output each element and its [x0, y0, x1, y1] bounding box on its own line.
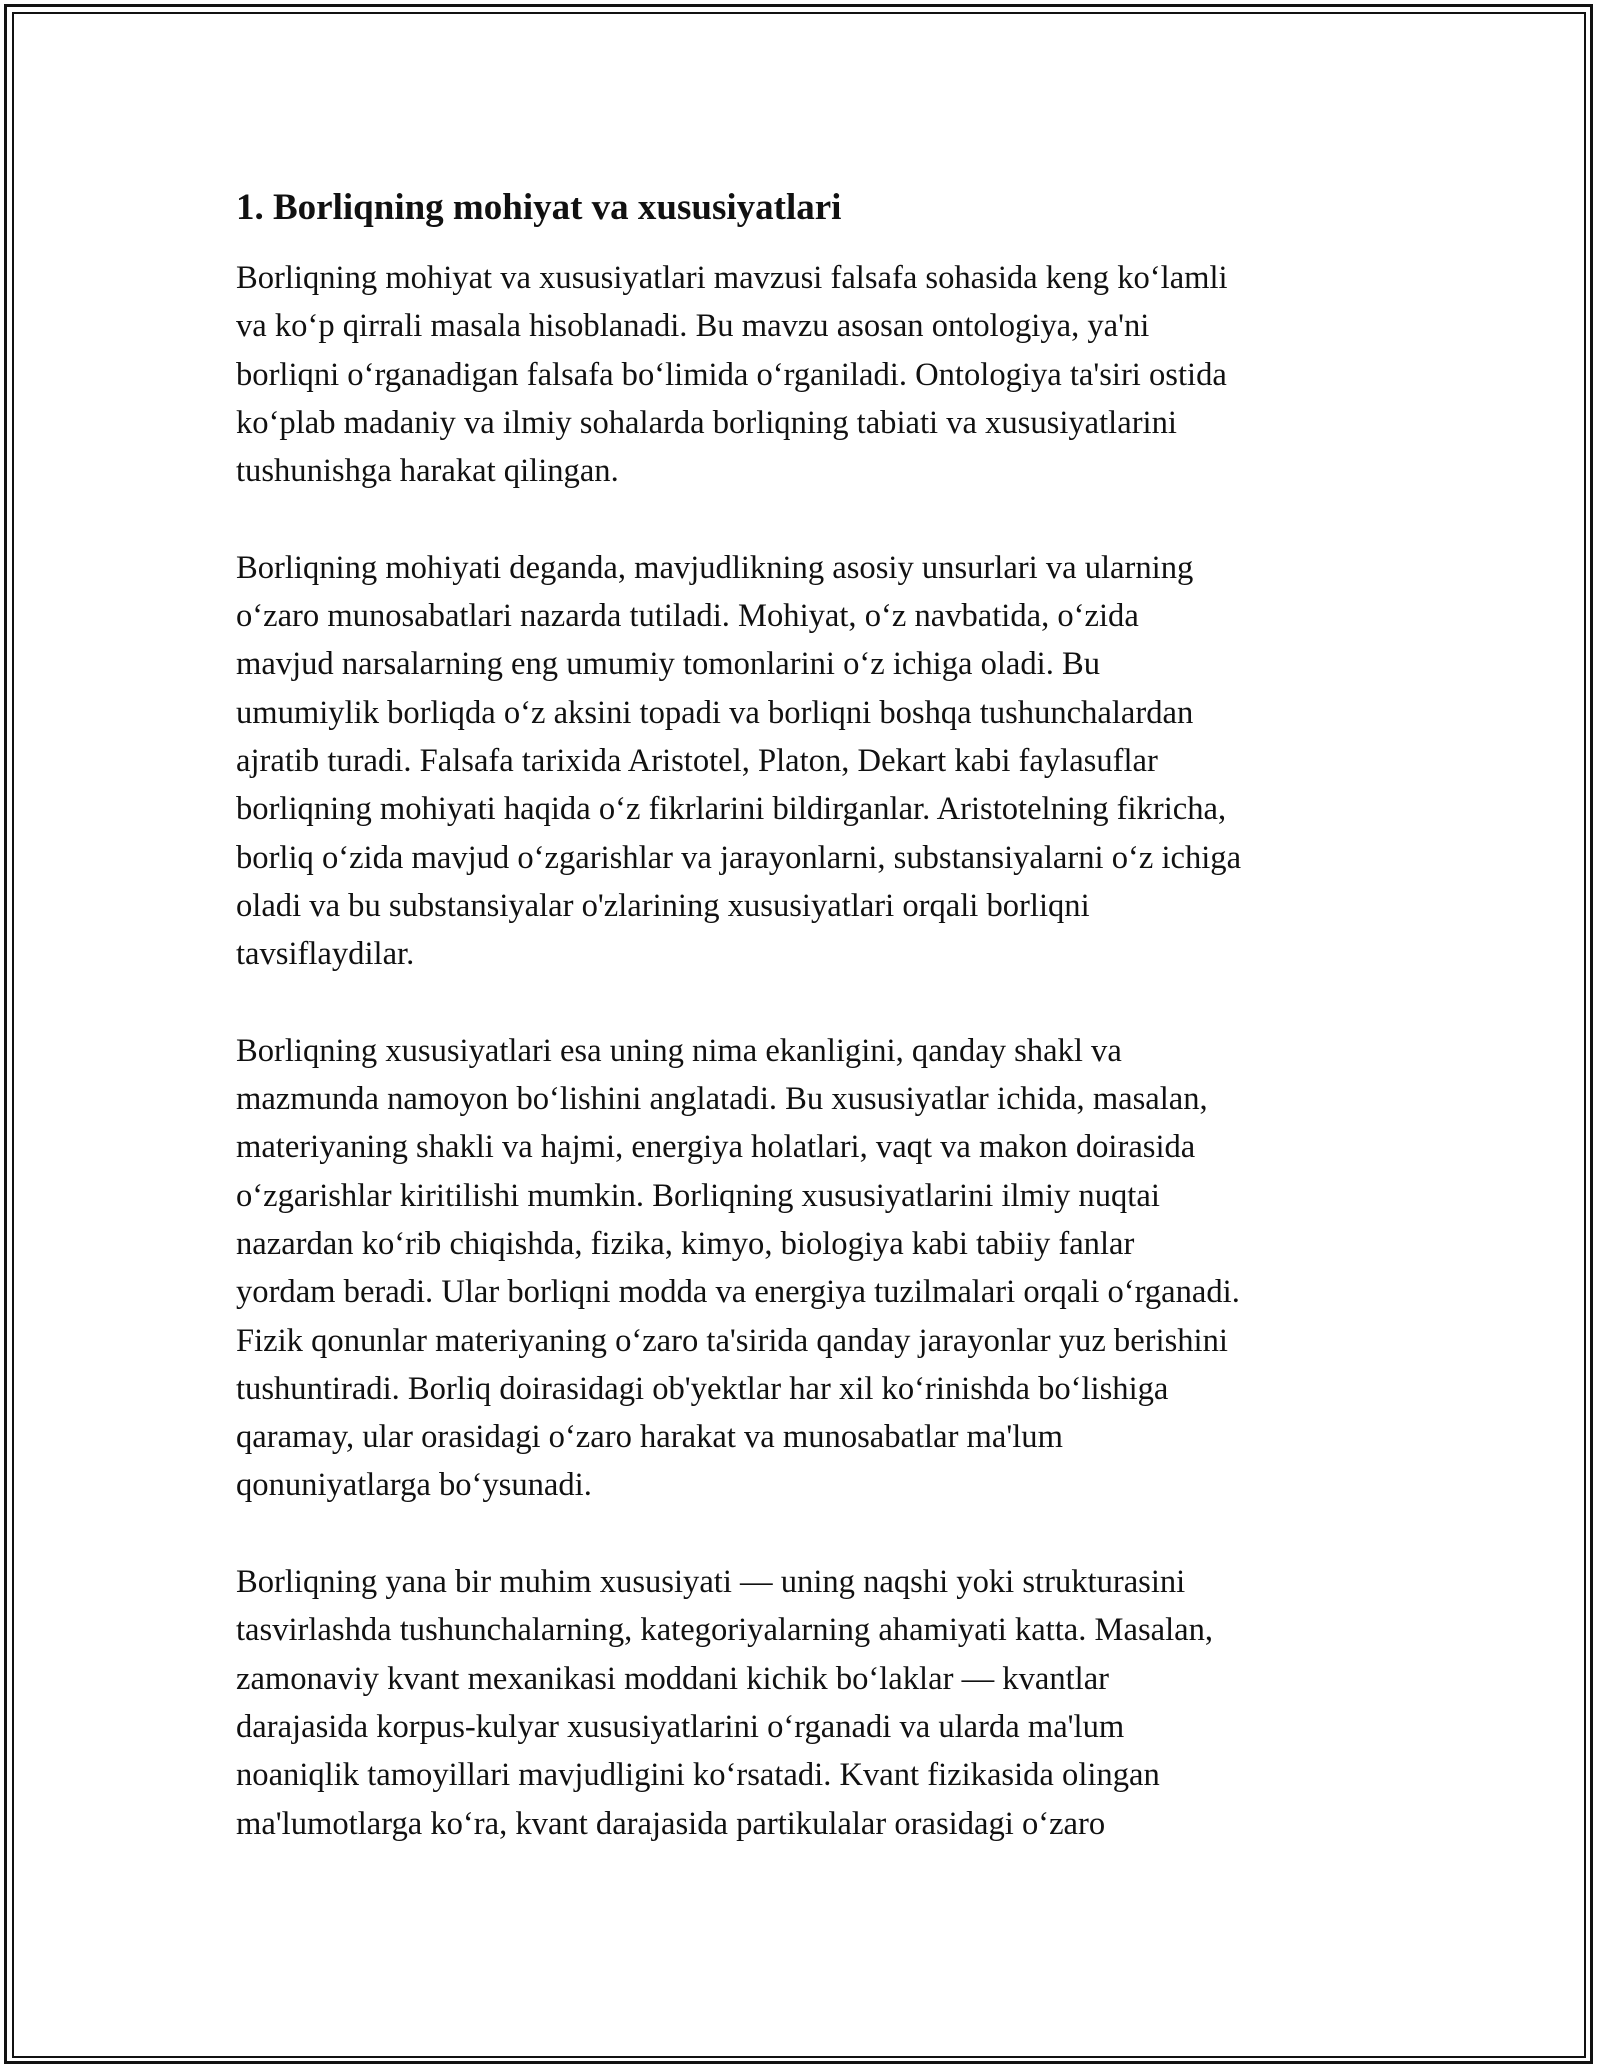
text-line: tushuntiradi. Borliq doirasidagi ob'yektlar har xil ko‘rinishda bo‘lishiga — [236, 1370, 1169, 1407]
paragraph — [236, 544, 1386, 979]
text-line: nazardan ko‘rib chiqishda, fizika, kimyo, biologiya kabi tabiiy fanlar — [236, 1225, 1135, 1262]
text-line: ma'lumotlarga ko‘ra, kvant darajasida partikulalar orasidagi o‘zaro — [236, 1805, 1106, 1842]
text-line: o‘zgarishlar kiritilishi mumkin. Borliqning xususiyatlarini ilmiy nuqtai — [236, 1177, 1160, 1214]
text-line: tushunishga harakat qilingan. — [236, 453, 619, 490]
text-line: Borliqning mohiyat va xususiyatlari mavzusi falsafa sohasida keng ko‘lamli — [236, 260, 1228, 296]
text-line: Borliqning yana bir muhim xususiyati — uning naqshi yoki strukturasini — [236, 1564, 1186, 1601]
text-line: Borliqning xususiyatlari esa uning nima ekanligini, qanday shakl va — [236, 1032, 1122, 1069]
text-line: oladi va bu substansiyalar o'zlarining xususiyatlari orqali borliqni — [236, 887, 1090, 924]
text-line: tasvirlashda tushunchalarning, kategoriyalarning ahamiyati katta. Masalan, — [236, 1612, 1214, 1649]
text-line: qonuniyatlarga bo‘ysunadi. — [236, 1467, 592, 1504]
paragraph-list — [236, 254, 1386, 1848]
section-heading: 1. Borliqning mohiyat va xususiyatlari — [236, 187, 842, 228]
text-line: noaniqlik tamoyillari mavjudligini ko‘rsatadi. Kvant fizikasida olingan — [236, 1757, 1160, 1794]
text-line: ajratib turadi. Falsafa tarixida Aristotel, Platon, Dekart kabi faylasuflar — [236, 742, 1158, 779]
text-line: borliqning mohiyati haqida o‘z fikrlarini bildirganlar. Aristotelning fikricha, — [236, 791, 1227, 828]
paragraph — [236, 254, 1386, 495]
text-line: darajasida korpus-kulyar xususiyatlarini o‘rganadi va ularda ma'lum — [236, 1708, 1125, 1745]
text-line: tavsiflaydilar. — [236, 936, 415, 973]
document-body — [236, 184, 1386, 1896]
text-line: qaramay, ular orasidagi o‘zaro harakat va munosabatlar ma'lum — [236, 1419, 1063, 1456]
text-line: borliqni o‘rganadigan falsafa bo‘limida o‘rganiladi. Ontologiya ta'siri ostida — [236, 356, 1227, 393]
paragraph — [236, 1558, 1386, 1848]
text-line: Borliqning mohiyati deganda, mavjudlikning asosiy unsurlari va ularning — [236, 549, 1194, 586]
text-line: va ko‘p qirrali masala hisoblanadi. Bu mavzu asosan ontologiya, ya'ni — [236, 308, 1150, 345]
text-line: mazmunda namoyon bo‘lishini anglatadi. Bu xususiyatlar ichida, masalan, — [236, 1081, 1208, 1118]
text-line: Fizik qonunlar materiyaning o‘zaro ta'sirida qanday jarayonlar yuz berishini — [236, 1322, 1228, 1359]
text-line: umumiylik borliqda o‘z aksini topadi va borliqni boshqa tushunchalardan — [236, 694, 1194, 731]
text-line: materiyaning shakli va hajmi, energiya holatlari, vaqt va makon doirasida — [236, 1129, 1196, 1166]
text-line: borliq o‘zida mavjud o‘zgarishlar va jarayonlarni, substansiyalarni o‘z ichiga — [236, 839, 1242, 876]
text-line: ko‘plab madaniy va ilmiy sohalarda borliqning tabiati va xususiyatlarini — [236, 404, 1177, 441]
paragraph — [236, 1027, 1386, 1510]
text-line: o‘zaro munosabatlari nazarda tutiladi. Mohiyat, o‘z navbatida, o‘zida — [236, 598, 1139, 635]
text-line: yordam beradi. Ular borliqni modda va energiya tuzilmalari orqali o‘rganadi. — [236, 1274, 1240, 1311]
text-line: zamonaviy kvant mexanikasi moddani kichik bo‘laklar — kvantlar — [236, 1660, 1110, 1697]
text-line: mavjud narsalarning eng umumiy tomonlarini o‘z ichiga oladi. Bu — [236, 646, 1101, 683]
